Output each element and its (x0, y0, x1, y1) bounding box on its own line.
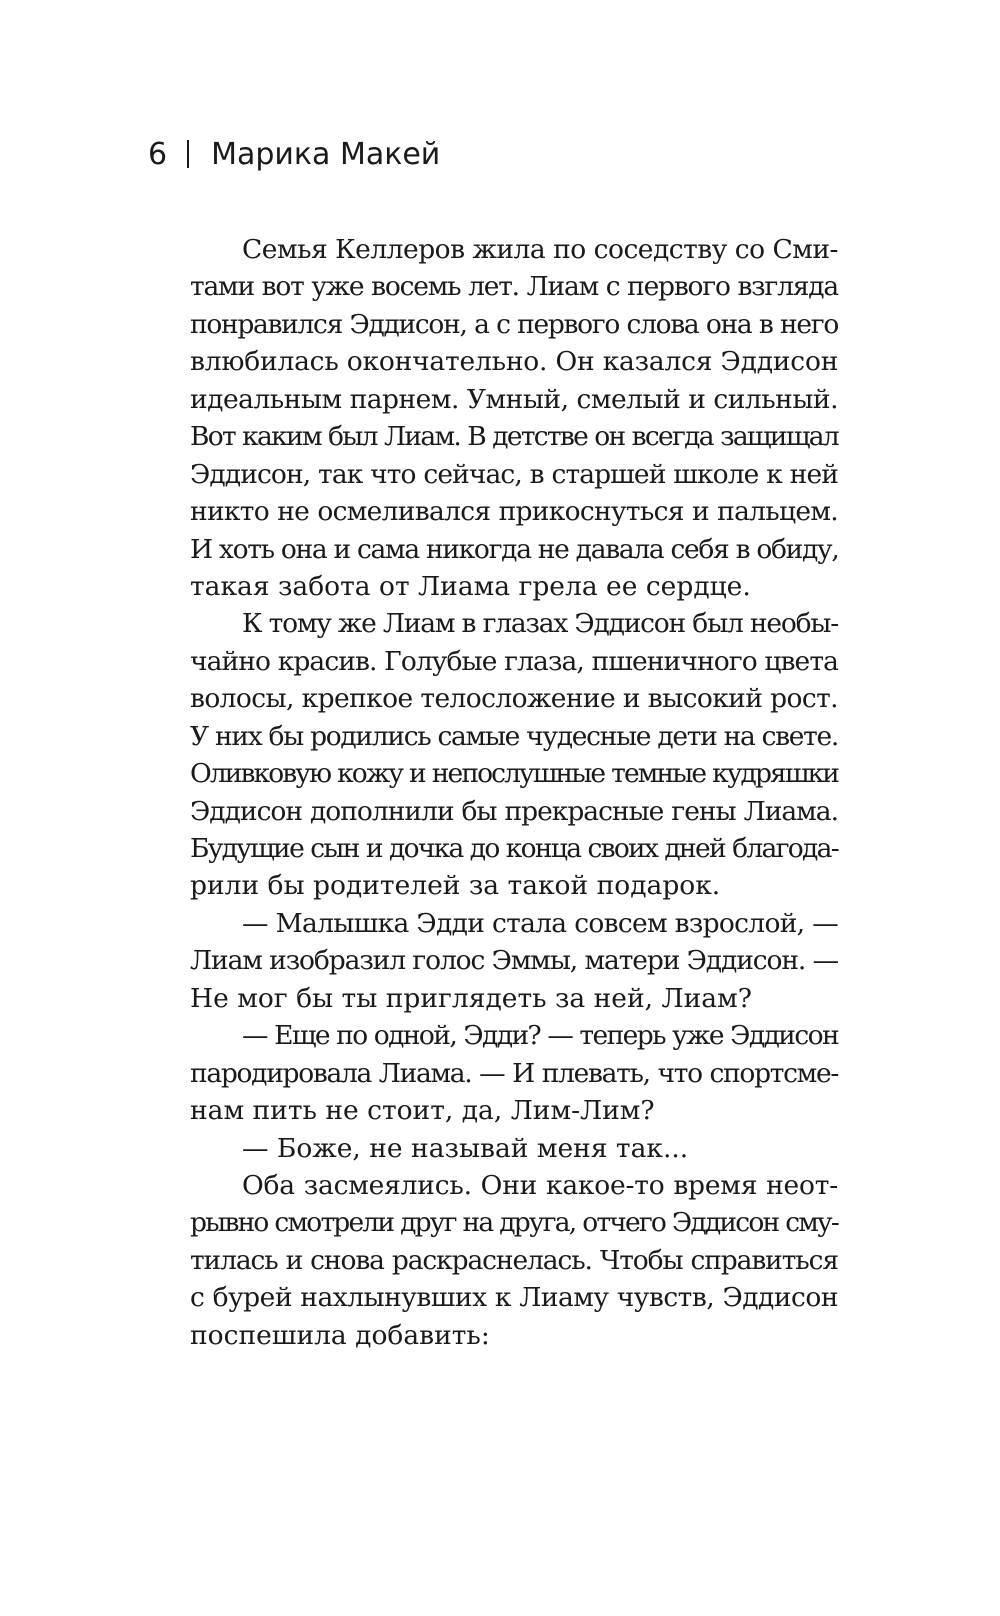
text-line: такая забота от Лиама грела ее сердце. (190, 570, 751, 602)
text-line: Будущие сын и дочка до конца своих дней благода- (190, 833, 838, 864)
page-number: 6 (148, 136, 168, 172)
text-line: никто не осмеливался прикоснуться и пальцем. (190, 496, 838, 528)
text-line: Лиам изобразил голос Эммы, матери Эддисон. — (190, 945, 838, 977)
text-line: с бурей нахлынувших к Лиаму чувств, Эддисон (190, 1282, 838, 1314)
text-line: — Малышка Эдди стала совсем взрослой, — (242, 907, 838, 939)
text-line: влюбилась окончательно. Он казался Эддисон (190, 346, 839, 378)
header-divider (187, 140, 189, 168)
body-text (190, 231, 838, 1354)
text-line: У них бы родились самые чудесные дети на свете. (190, 720, 838, 752)
text-line: чайно красив. Голубые глаза, пшеничного цвета (190, 645, 838, 677)
text-line: идеальным парнем. Умный, смелый и сильный. (190, 383, 838, 415)
text-line: пародировала Лиама. — И плевать, что спортсме- (190, 1057, 838, 1089)
text-line: поспешила добавить: (190, 1319, 490, 1351)
text-line: рили бы родителей за такой подарок. (190, 870, 721, 902)
text-line: Вот каким был Лиам. В детстве он всегда защищал (190, 421, 838, 453)
text-line: Оливковую кожу и непослушные темные кудряшки (190, 758, 838, 790)
text-line: понравился Эддисон, а с первого слова она в него (190, 308, 838, 340)
text-line: рывно смотрели друг на друга, отчего Эддисон сму- (190, 1207, 838, 1239)
text-line: Не мог бы ты приглядеть за ней, Лиам? (190, 982, 752, 1014)
text-line: К тому же Лиам в глазах Эддисон был необы- (242, 608, 838, 640)
text-line: волосы, крепкое телосложение и высокий рост. (190, 683, 838, 715)
text-line: И хоть она и сама никогда не давала себя в обиду, (190, 533, 839, 565)
text-line: Эддисон, так что сейчас, в старшей школе к ней (190, 458, 838, 490)
author-name: Марика Макей (211, 136, 441, 172)
running-header (148, 132, 440, 176)
text-line: Оба засмеялись. Они какое-то время неот- (242, 1169, 838, 1201)
text-line: Семья Келлеров жила по соседству со Сми- (242, 234, 838, 265)
text-line: Эддисон дополнили бы прекрасные гены Лиама. (190, 795, 838, 827)
text-line: тами вот уже восемь лет. Лиам с первого взгляда (190, 271, 838, 303)
text-line: тилась и снова раскраснелась. Чтобы справиться (190, 1244, 838, 1276)
text-line: — Боже, не называй меня так... (242, 1132, 689, 1164)
text-line: — Еще по одной, Эдди? — теперь уже Эддисон (242, 1020, 838, 1052)
text-line: нам пить не стоит, да, Лим-Лим? (190, 1095, 655, 1127)
